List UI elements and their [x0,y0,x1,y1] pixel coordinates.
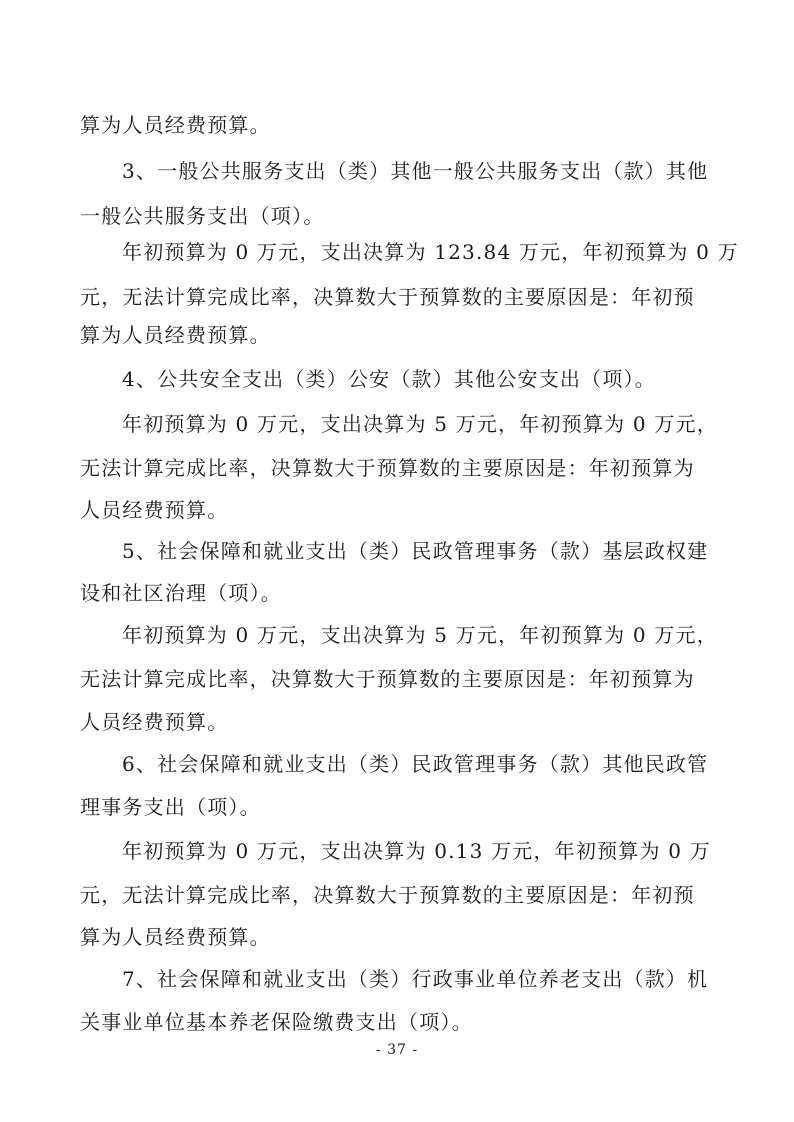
paragraph-line: 年初预算为 0 万元，支出决算为 0.13 万元，年初预算为 0 万 [122,839,711,863]
paragraph-line: 5、社会保障和就业支出（类）民政管理事务（款）基层政权建 [122,539,709,563]
paragraph-line: 算为人员经费预算。 [80,925,271,949]
paragraph-line: 元，无法计算完成比率，决算数大于预算数的主要原因是：年初预 [80,883,695,907]
paragraph-line: 元，无法计算完成比率，决算数大于预算数的主要原因是：年初预 [80,285,695,309]
paragraph-line: 3、一般公共服务支出（类）其他一般公共服务支出（款）其他 [122,159,709,183]
paragraph-line: 一般公共服务支出（项）。 [80,204,325,228]
paragraph-line: 6、社会保障和就业支出（类）民政管理事务（款）其他民政管 [122,752,709,776]
page-number: - 37 - [375,1042,419,1058]
paragraph-line: 算为人员经费预算。 [80,323,271,347]
paragraph-line: 无法计算完成比率，决算数大于预算数的主要原因是：年初预算为 [80,456,695,480]
paragraph-line: 无法计算完成比率，决算数大于预算数的主要原因是：年初预算为 [80,667,695,691]
paragraph-line: 人员经费预算。 [80,498,229,522]
paragraph-line: 4、公共安全支出（类）公安（款）其他公安支出（项）。 [122,367,656,391]
paragraph-line: 设和社区治理（项）。 [80,581,282,605]
paragraph-line: 7、社会保障和就业支出（类）行政事业单位养老支出（款）机 [122,967,709,991]
paragraph-line: 年初预算为 0 万元，支出决算为 123.84 万元，年初预算为 0 万 [122,240,739,264]
paragraph-line: 年初预算为 0 万元，支出决算为 5 万元，年初预算为 0 万元， [122,623,718,647]
paragraph-line: 关事业单位基本养老保险缴费支出（项）。 [80,1010,473,1034]
paragraph-line: 理事务支出（项）。 [80,795,261,819]
paragraph-line: 算为人员经费预算。 [80,113,271,137]
paragraph-line: 人员经费预算。 [80,710,229,734]
paragraph-line: 年初预算为 0 万元，支出决算为 5 万元，年初预算为 0 万元， [122,412,718,436]
